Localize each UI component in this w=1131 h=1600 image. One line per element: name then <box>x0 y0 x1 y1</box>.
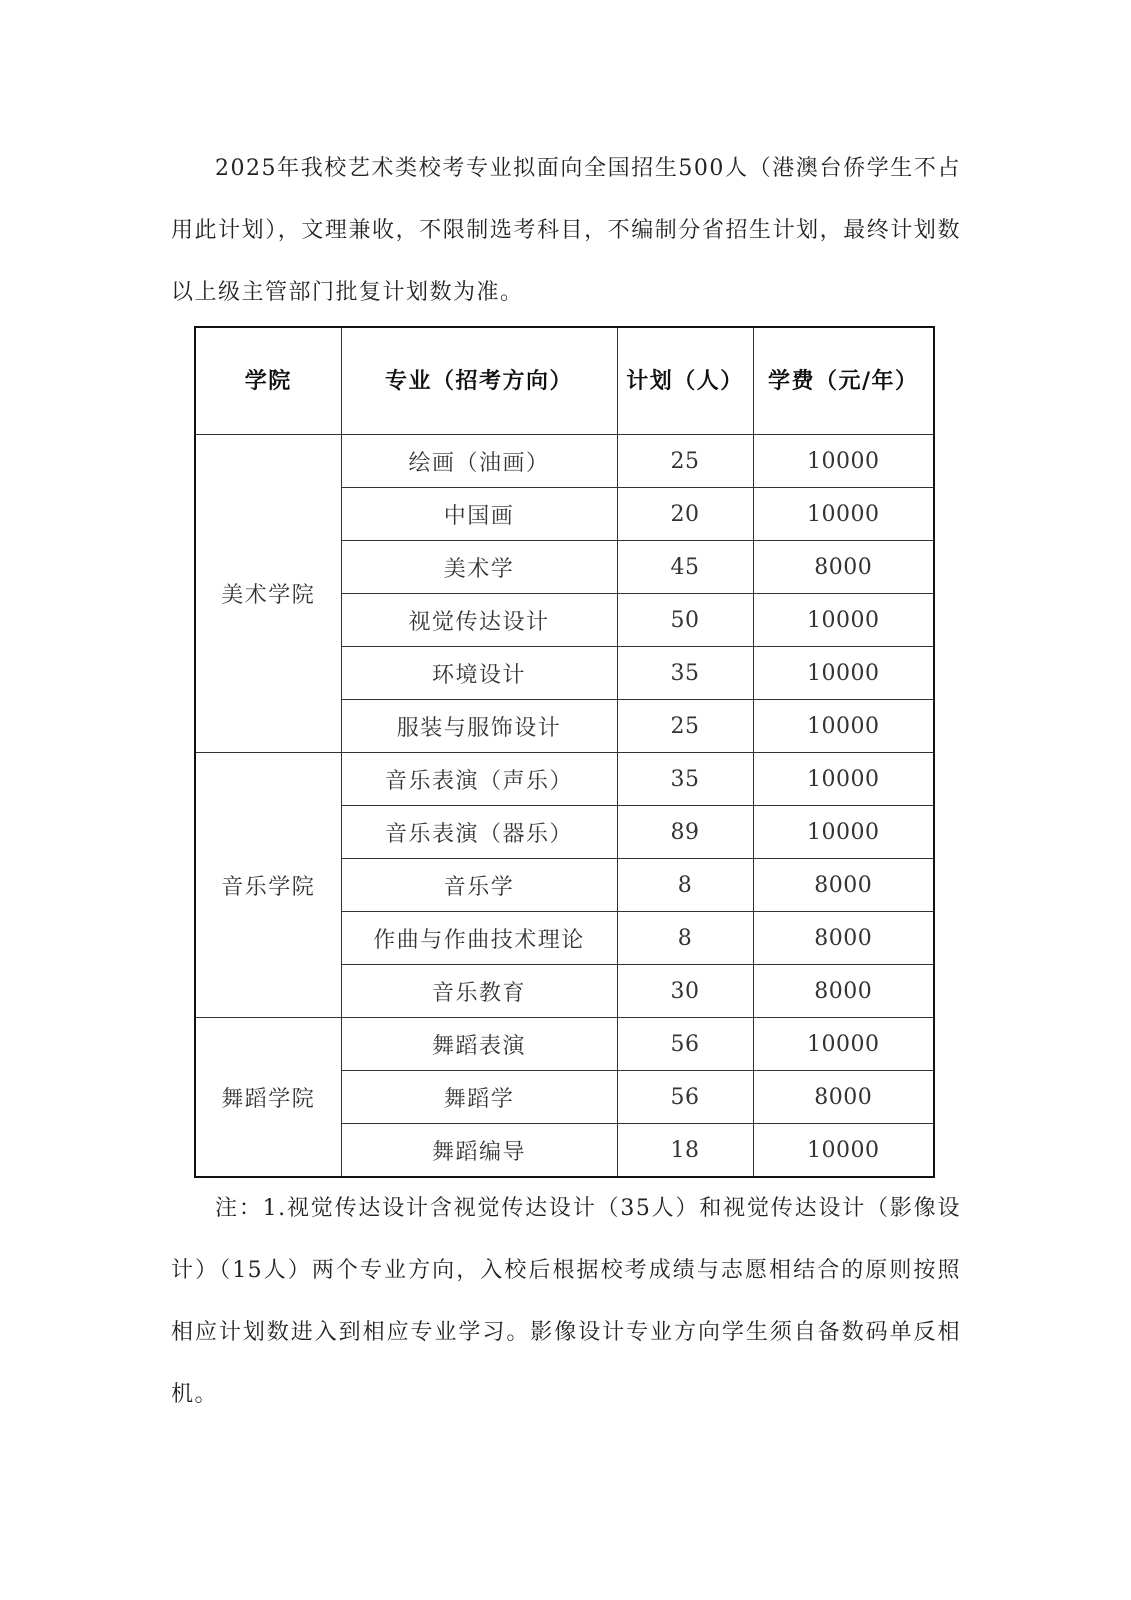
major-cell: 中国画 <box>341 488 617 541</box>
header-plan: 计划（人） <box>617 327 753 435</box>
plan-cell: 25 <box>617 435 753 488</box>
fee-cell: 10000 <box>753 753 934 806</box>
plan-cell: 89 <box>617 806 753 859</box>
major-cell: 音乐表演（声乐） <box>341 753 617 806</box>
header-fee: 学费（元/年） <box>753 327 934 435</box>
enrollment-plan-table <box>194 326 935 1178</box>
plan-cell: 8 <box>617 859 753 912</box>
table-row <box>195 435 934 488</box>
major-cell: 视觉传达设计 <box>341 594 617 647</box>
college-cell: 美术学院 <box>195 435 341 753</box>
plan-cell: 56 <box>617 1071 753 1124</box>
table-header-row <box>195 327 934 435</box>
fee-cell: 10000 <box>753 435 934 488</box>
major-cell: 环境设计 <box>341 647 617 700</box>
plan-cell: 8 <box>617 912 753 965</box>
fee-cell: 10000 <box>753 1018 934 1071</box>
plan-cell: 30 <box>617 965 753 1018</box>
table-row <box>195 1018 934 1071</box>
fee-cell: 8000 <box>753 1071 934 1124</box>
table-body <box>195 435 934 1178</box>
plan-cell: 20 <box>617 488 753 541</box>
intro-paragraph: 2025年我校艺术类校考专业拟面向全国招生500人（港澳台侨学生不占用此计划），文理兼收，不限制选考科目，不编制分省招生计划，最终计划数以上级主管部门批复计划数为准。 <box>171 156 961 305</box>
fee-cell: 10000 <box>753 488 934 541</box>
major-cell: 舞蹈编导 <box>341 1124 617 1178</box>
header-major: 专业（招考方向） <box>341 327 617 435</box>
major-cell: 美术学 <box>341 541 617 594</box>
fee-cell: 8000 <box>753 912 934 965</box>
fee-cell: 10000 <box>753 1124 934 1178</box>
table-row <box>195 753 934 806</box>
fee-cell: 10000 <box>753 806 934 859</box>
plan-cell: 35 <box>617 647 753 700</box>
major-cell: 绘画（油画） <box>341 435 617 488</box>
college-cell: 音乐学院 <box>195 753 341 1018</box>
major-cell: 作曲与作曲技术理论 <box>341 912 617 965</box>
plan-cell: 50 <box>617 594 753 647</box>
plan-cell: 45 <box>617 541 753 594</box>
major-cell: 服装与服饰设计 <box>341 700 617 753</box>
major-cell: 舞蹈学 <box>341 1071 617 1124</box>
plan-cell: 25 <box>617 700 753 753</box>
fee-cell: 10000 <box>753 647 934 700</box>
fee-cell: 8000 <box>753 965 934 1018</box>
header-college: 学院 <box>195 327 341 435</box>
major-cell: 音乐表演（器乐） <box>341 806 617 859</box>
fee-cell: 8000 <box>753 859 934 912</box>
college-cell: 舞蹈学院 <box>195 1018 341 1178</box>
plan-cell: 18 <box>617 1124 753 1178</box>
fee-cell: 8000 <box>753 541 934 594</box>
plan-cell: 56 <box>617 1018 753 1071</box>
major-cell: 舞蹈表演 <box>341 1018 617 1071</box>
fee-cell: 10000 <box>753 594 934 647</box>
note-paragraph: 注：1.视觉传达设计含视觉传达设计（35人）和视觉传达设计（影像设计）（15人）两个专业方向，入校后根据校考成绩与志愿相结合的原则按照相应计划数进入到相应专业学习。影像设计专业方向学生须自备数码单反相机。 <box>171 1196 961 1407</box>
major-cell: 音乐学 <box>341 859 617 912</box>
plan-cell: 35 <box>617 753 753 806</box>
major-cell: 音乐教育 <box>341 965 617 1018</box>
fee-cell: 10000 <box>753 700 934 753</box>
